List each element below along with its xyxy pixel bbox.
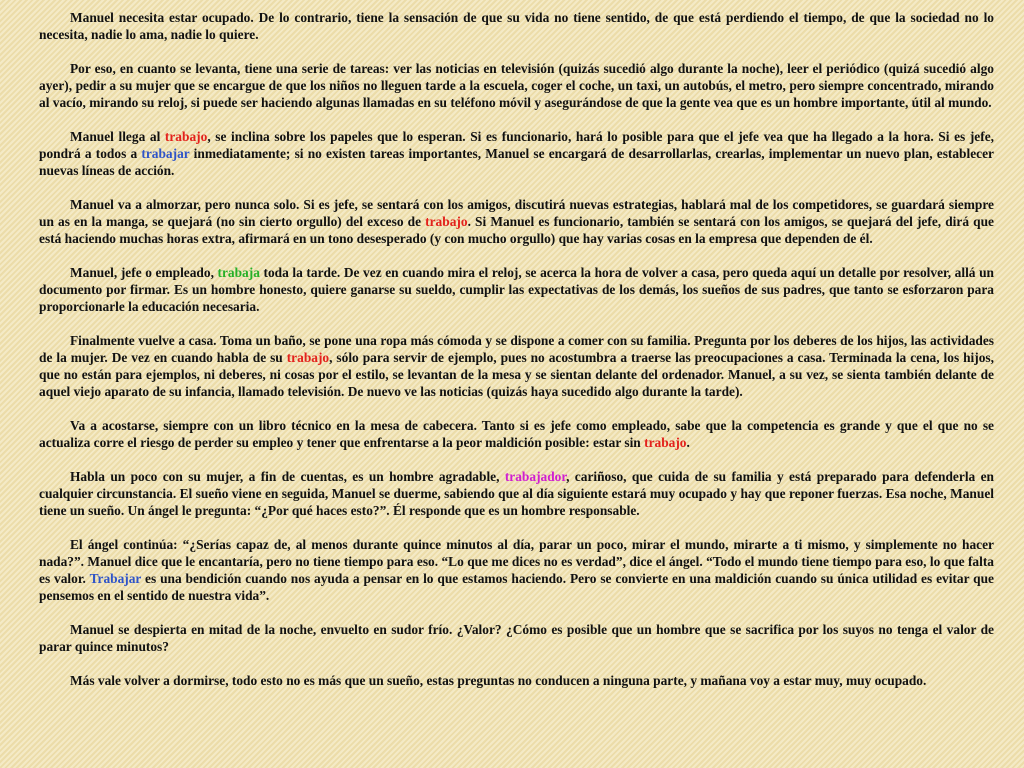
text-segment: , cariñoso, que cuida de su familia y está preparado para defenderla en cualquier circunstancia. El sueño viene en seguida, Manuel se duerme, sabiendo que al día siguiente estará muy ocupado y hay que reponer fuerzas. Esa noche, Manuel tiene un sueño. Un ángel le pregunta: “¿Por qué haces esto?”. Él responde que es un hombre responsable. xyxy=(39,469,994,518)
paragraph-7 xyxy=(39,417,994,451)
highlighted-word: trabaja xyxy=(217,265,260,280)
paragraph-10 xyxy=(39,621,994,655)
text-segment: toda la tarde. De vez en cuando mira el reloj, se acerca la hora de volver a casa, pero queda aquí un detalle por resolver, allá un documento por firmar. Es un hombre honesto, quiere ganarse su sueldo, cumplir las expectativas de los demás, los sueños de sus padres, que tanto se esforzaron para proporcionarle la educación necesaria. xyxy=(39,265,994,314)
text-segment: Finalmente vuelve a casa. Toma un baño, se pone una ropa más cómoda y se dispone a comer con su familia. Pregunta por los deberes de los hijos, las actividades de la mujer. De vez en cuando habla de su xyxy=(39,333,994,365)
paragraph-1 xyxy=(39,9,994,43)
text-segment: Manuel va a almorzar, pero nunca solo. Si es jefe, se sentará con los amigos, discutirá nuevas estrategias, hablará mal de los competidores, se guardará siempre un as en la manga, se quejará (no sin cierto orgullo) del exceso de xyxy=(39,197,994,229)
text-segment: . xyxy=(686,435,690,450)
text-segment: El ángel continúa: “¿Serías capaz de, al menos durante quince minutos al día, parar un poco, mirar el mundo, mirarte a ti mismo, y simplemente no hacer nada?”. Manuel dice que le encantaría, pero no tiene tiempo para eso. “Lo que me dices no es verdad”, dice el ángel. “Todo el mundo tiene tiempo para eso, lo que falta es valor. xyxy=(39,537,994,586)
text-segment: . Si Manuel es funcionario, también se sentará con los amigos, se quejará del jefe, dirá que está haciendo muchas horas extra, afirmará en un tono desesperado (y con mucho orgullo) que hay varias cosas en la empresa que dependen de él. xyxy=(39,214,994,246)
text-segment: es una bendición cuando nos ayuda a pensar en lo que estamos haciendo. Pero se convierte en una maldición cuando su única utilidad es evitar que pensemos en el sentido de nuestra vida”. xyxy=(39,571,995,603)
highlighted-word: trabajo xyxy=(164,129,208,144)
paragraph-3 xyxy=(39,128,994,179)
text-segment: , sólo para servir de ejemplo, pues no acostumbra a traerse las preocupaciones a casa. Terminada la cena, los hijos, que no están para ejemplos, ni deberes, ni cosas por el estilo, se levantan de la mesa y se sientan delante del ordenador. Manuel, a su vez, se sienta también delante de aquel viejo aparato de su infancia, llamado televisión. De nuevo ve las noticias (quizás haya sucedido algo durante la tarde). xyxy=(39,350,994,399)
highlighted-word: Trabajar xyxy=(89,571,142,586)
text-segment: Manuel llega al xyxy=(70,129,165,144)
text-segment: , se inclina sobre los papeles que lo esperan. Si es funcionario, hará lo posible para que el jefe vea que ha llegado a la hora. Si es jefe, pondrá a todos a xyxy=(39,129,994,161)
text-segment: Más vale volver a dormirse, todo esto no es más que un sueño, estas preguntas no conducen a ninguna parte, y mañana voy a estar muy, muy ocupado. xyxy=(70,673,927,688)
text-segment: Habla un poco con su mujer, a fin de cuentas, es un hombre agradable, xyxy=(70,469,505,484)
highlighted-word: trabajo xyxy=(286,350,330,365)
paragraph-9 xyxy=(39,536,994,604)
paragraph-11 xyxy=(39,672,994,689)
highlighted-word: trabajar xyxy=(141,146,190,161)
paragraph-5 xyxy=(39,264,994,315)
text-segment: Manuel necesita estar ocupado. De lo contrario, tiene la sensación de que su vida no tiene sentido, de que está perdiendo el tiempo, de que la sociedad no lo necesita, nadie lo ama, nadie lo quiere. xyxy=(39,10,994,42)
text-segment: Manuel, jefe o empleado, xyxy=(70,265,218,280)
paragraph-8 xyxy=(39,468,994,519)
text-segment: inmediatamente; si no existen tareas importantes, Manuel se encargará de desarrollarlas, crearlas, implementar un nuevo plan, establecer nuevas líneas de acción. xyxy=(39,146,995,178)
text-segment: Va a acostarse, siempre con un libro técnico en la mesa de cabecera. Tanto si es jefe como empleado, sabe que la competencia es grande y que el que no se actualiza corre el riesgo de perder su empleo y tener que enfrentarse a la peor maldición posible: estar sin xyxy=(39,418,994,450)
paragraph-2 xyxy=(39,60,994,111)
document-body xyxy=(39,9,994,706)
paragraph-6 xyxy=(39,332,994,400)
highlighted-word: trabajo xyxy=(425,214,468,229)
text-segment: Manuel se despierta en mitad de la noche, envuelto en sudor frío. ¿Valor? ¿Cómo es posible que un hombre que se sacrifica por los suyos no tenga el valor de parar quince minutos? xyxy=(39,622,994,654)
highlighted-word: trabajo xyxy=(644,435,687,450)
text-segment: Por eso, en cuanto se levanta, tiene una serie de tareas: ver las noticias en televisión (quizás sucedió algo durante la noche), leer el periódico (quizá sucedió algo ayer), pedir a su mujer que se encargue de que los niños no lleguen tarde a la escuela, coger el coche, un taxi, un autobús, el metro, pero siempre concentrado, mirando al vacío, mirando su reloj, si puede ser haciendo algunas llamadas en su teléfono móvil y asegurándose de que la gente vea que es un hombre importante, útil al mundo. xyxy=(39,61,994,110)
paragraph-4 xyxy=(39,196,994,247)
highlighted-word: trabajador xyxy=(504,469,567,484)
